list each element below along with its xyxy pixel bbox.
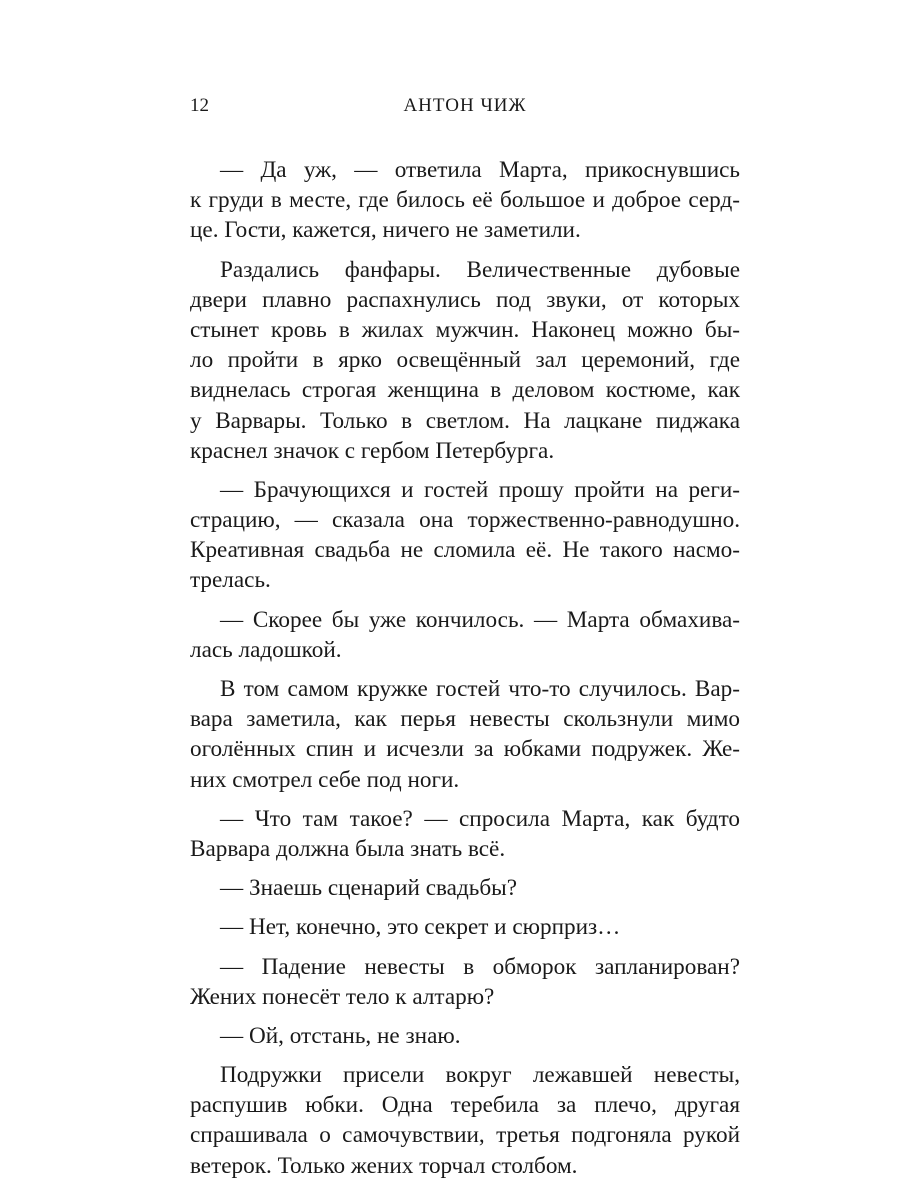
paragraph-gap [190,665,740,674]
paragraph [190,873,740,903]
paragraph-gap [190,864,740,873]
text-line: — Ой, отстань, не знаю. [220,1022,461,1049]
paragraph-gap [190,903,740,912]
paragraph [190,1060,740,1181]
text-line: вара заметила, как перья невесты скользнули мимо [190,706,740,733]
text-line: лась ладошкой. [190,636,342,663]
paragraph-gap [190,1051,740,1060]
text-line: оголённых спин и исчезли за юбками подружек. Же- [190,736,740,763]
text-line: виднелась строгая женщина в деловом костюме, как [190,377,740,404]
paragraph-gap [190,596,740,605]
paragraph-gap [190,795,740,804]
paragraph [190,605,740,665]
body-text [190,155,740,1181]
paragraph-gap [190,943,740,952]
text-line: Раздались фанфары. Величественные дубовые [220,256,740,283]
text-line: них смотрел себе под ноги. [190,766,460,793]
text-line: — Знаешь сценарий свадьбы? [220,875,517,902]
paragraph [190,952,740,1012]
text-line: це. Гости, кажется, ничего не заметили. [190,217,581,244]
paragraph [190,255,740,466]
page-number: 12 [190,95,209,116]
paragraph-gap [190,246,740,255]
text-line: — Скорее бы уже кончилось. — Марта обмахива- [220,606,740,633]
paragraph [190,155,740,246]
text-line: Жених понесёт тело к алтарю? [190,983,495,1010]
text-line: — Что там такое? — спросила Марта, как будто [220,805,740,832]
text-line: ло пройти в ярко освещённый зал церемоний, где [190,347,740,374]
text-line: — Брачующихся и гостей прошу пройти на реги- [220,476,740,503]
paragraph-gap [190,466,740,475]
page-header [190,95,740,123]
text-line: Подружки присели вокруг лежавшей невесты, [220,1062,740,1089]
text-line: Варвара должна была знать всё. [190,835,506,862]
text-line: двери плавно распахнулись под звуки, от которых [190,286,740,313]
text-line: стынет кровь в жилах мужчин. Наконец можно бы- [190,316,740,343]
text-line: трелась. [190,567,271,594]
paragraph-gap [190,1012,740,1021]
text-line: краснел значок с гербом Петербурга. [190,437,555,464]
text-line: ветерок. Только жених торчал столбом. [190,1152,578,1179]
text-line: распушив юбки. Одна теребила за плечо, другая [190,1092,740,1119]
text-line: Креативная свадьба не сломила её. Не такого насмо- [190,537,740,564]
paragraph [190,674,740,795]
paragraph [190,1021,740,1051]
text-line: у Варвары. Только в светлом. На лацкане пиджака [190,407,740,434]
text-line: — Падение невесты в обморок запланирован? [220,953,740,980]
text-line: к груди в месте, где билось её большое и доброе серд- [190,187,740,214]
text-line: — Нет, конечно, это секрет и сюрприз… [220,914,621,941]
text-line: — Да уж, — ответила Марта, прикоснувшись [220,157,740,183]
text-line: страцию, — сказала она торжественно-равнодушно. [190,507,740,534]
paragraph [190,475,740,596]
text-line: В том самом кружке гостей что-то случилось. Вар- [220,676,740,702]
paragraph [190,912,740,942]
paragraph [190,804,740,864]
text-line: спрашивала о самочувствии, третья подгоняла рукой [190,1122,740,1149]
running-head: АНТОН ЧИЖ [403,95,527,116]
